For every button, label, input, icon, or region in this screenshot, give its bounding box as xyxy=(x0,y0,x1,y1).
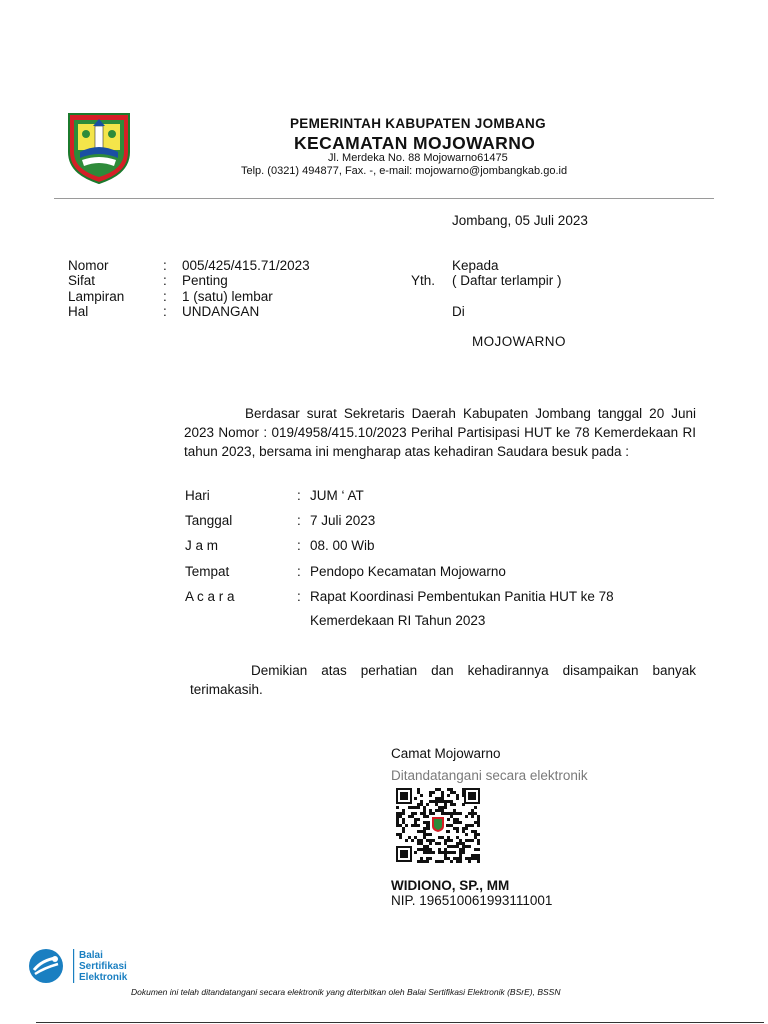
footer-divider xyxy=(36,1022,764,1023)
letterhead-government: PEMERINTAH KABUPATEN JOMBANG xyxy=(290,116,546,131)
recipient-place: MOJOWARNO xyxy=(472,334,566,349)
detail-colon: : xyxy=(297,564,301,579)
meta-colon: : xyxy=(163,304,167,319)
e-signature-note: Ditandatangani secara elektronik xyxy=(391,768,588,783)
detail-date: 7 Juli 2023 xyxy=(310,513,376,528)
letterhead-contact: Telp. (0321) 494877, Fax. -, e-mail: mojowarno@jombangkab.go.id xyxy=(241,165,568,177)
recipient-name: ( Daftar terlampir ) xyxy=(452,273,562,288)
signer-nip: NIP. 196510061993111001 xyxy=(391,893,553,908)
letter-attachment: 1 (satu) lembar xyxy=(182,289,273,304)
letter-date: Jombang, 05 Juli 2023 xyxy=(452,213,588,228)
letter-nature: Penting xyxy=(182,273,228,288)
recipient-di: Di xyxy=(452,304,465,319)
detail-label: J a m xyxy=(185,538,219,553)
qr-code-icon xyxy=(395,787,481,863)
signer-name: WIDIONO, SP., MM xyxy=(391,878,510,893)
letterhead-divider xyxy=(54,198,714,199)
bsre-logo-line: Balai xyxy=(79,950,103,961)
detail-colon: : xyxy=(297,589,301,604)
detail-colon: : xyxy=(297,488,301,503)
letter-opening-paragraph: Berdasar surat Sekretaris Daerah Kabupaten Jombang tanggal 20 Juni 2023 Nomor : 019/4958/415.10/2023 Perihal Partisipasi HUT ke 78 Kemerdekaan RI tahun 2023, bersama ini mengharap atas kehadiran Saudara besuk pada : xyxy=(184,406,696,459)
bsre-logo-line: Sertifikasi xyxy=(79,961,127,972)
bsre-logo-icon xyxy=(26,946,150,986)
signer-role: Camat Mojowarno xyxy=(391,746,501,761)
letter-subject: UNDANGAN xyxy=(182,304,260,319)
meta-label: Lampiran xyxy=(68,289,125,304)
meta-colon: : xyxy=(163,258,167,273)
footer-e-sign-note: Dokumen ini telah ditandatangani secara elektronik yang diterbitkan oleh Balai Sertifikasi Elektronik (BSrE), BSSN xyxy=(131,987,561,997)
detail-venue: Pendopo Kecamatan Mojowarno xyxy=(310,564,506,579)
letterhead-address: Jl. Merdeka No. 88 Mojowarno61475 xyxy=(328,152,508,164)
letter-number: 005/425/415.71/2023 xyxy=(182,258,310,273)
regency-emblem-icon xyxy=(66,112,132,184)
detail-label: Tanggal xyxy=(185,513,233,528)
detail-time: 08. 00 Wib xyxy=(310,538,375,553)
bsre-logo-line: Elektronik xyxy=(79,972,128,983)
detail-label: Tempat xyxy=(185,564,230,579)
detail-colon: : xyxy=(297,513,301,528)
detail-label: A c a r a xyxy=(185,589,235,604)
detail-agenda: Rapat Koordinasi Pembentukan Panitia HUT ke 78 xyxy=(310,589,614,604)
detail-day: JUM ‘ AT xyxy=(310,488,364,503)
meta-colon: : xyxy=(163,289,167,304)
detail-agenda-continued: Kemerdekaan RI Tahun 2023 xyxy=(310,613,486,628)
letterhead-office: KECAMATAN MOJOWARNO xyxy=(294,133,536,153)
meta-colon: : xyxy=(163,273,167,288)
recipient-to-label: Kepada xyxy=(452,258,499,273)
letter-closing-paragraph: Demikian atas perhatian dan kehadirannya disampaikan banyak terimakasih. xyxy=(190,663,696,697)
recipient-yth: Yth. xyxy=(411,273,436,288)
detail-label: Hari xyxy=(185,488,210,503)
meta-label: Sifat xyxy=(68,273,96,288)
detail-colon: : xyxy=(297,538,301,553)
meta-label: Nomor xyxy=(68,258,109,273)
meta-label: Hal xyxy=(68,304,89,319)
